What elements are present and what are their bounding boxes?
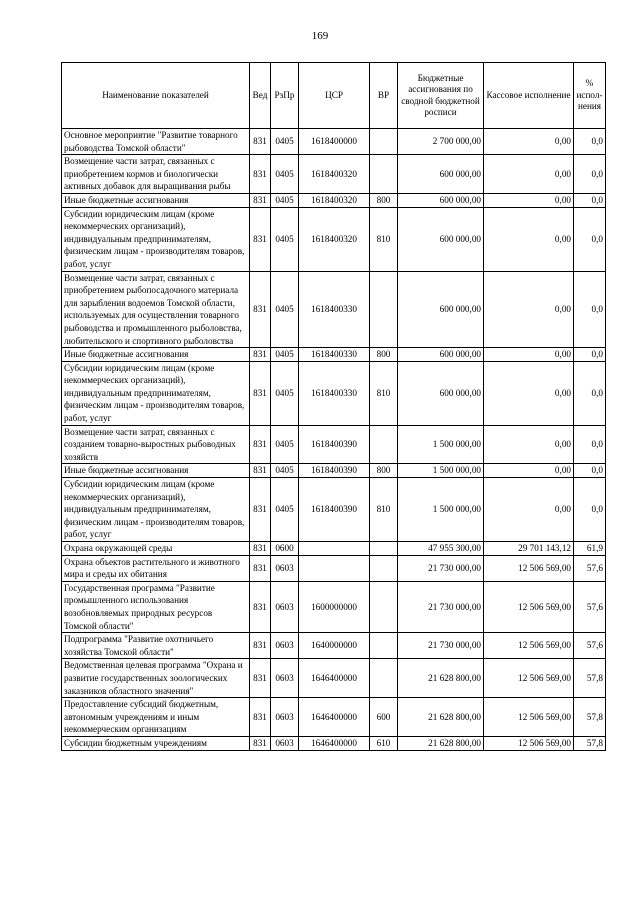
cell-csr: 1618400000 xyxy=(299,129,370,155)
cell-cash: 0,00 xyxy=(484,193,574,207)
cell-rzpr: 0603 xyxy=(271,736,299,750)
cell-vr: 810 xyxy=(370,361,398,425)
header-vr: ВР xyxy=(370,63,398,129)
cell-cash: 0,00 xyxy=(484,271,574,348)
cell-vr xyxy=(370,425,398,464)
cell-pct: 0,0 xyxy=(574,348,606,362)
cell-rzpr: 0405 xyxy=(271,271,299,348)
table-row xyxy=(62,736,606,750)
cell-csr: 1640000000 xyxy=(299,633,370,659)
cell-ved: 831 xyxy=(250,659,271,698)
cell-cash: 29 701 143,12 xyxy=(484,542,574,556)
cell-name: Иные бюджетные ассигнования xyxy=(62,348,250,362)
cell-rzpr: 0405 xyxy=(271,425,299,464)
cell-pct: 57,8 xyxy=(574,698,606,737)
cell-plan: 21 628 800,00 xyxy=(398,659,484,698)
cell-ved: 831 xyxy=(250,155,271,194)
header-cash: Кассовое исполнение xyxy=(484,63,574,129)
cell-cash: 0,00 xyxy=(484,478,574,542)
cell-ved: 831 xyxy=(250,348,271,362)
table-row xyxy=(62,633,606,659)
header-rzpr: РзПр xyxy=(271,63,299,129)
cell-plan: 600 000,00 xyxy=(398,361,484,425)
cell-vr xyxy=(370,129,398,155)
cell-csr: 1618400330 xyxy=(299,271,370,348)
cell-rzpr: 0603 xyxy=(271,659,299,698)
cell-ved: 831 xyxy=(250,193,271,207)
cell-ved: 831 xyxy=(250,581,271,632)
cell-csr: 1618400390 xyxy=(299,425,370,464)
page-number: 169 xyxy=(311,30,329,42)
cell-name: Государственная программа "Развитие промышленного использования возобновляемых природных ресурсов Томской области" xyxy=(62,581,250,632)
cell-ved: 831 xyxy=(250,129,271,155)
cell-ved: 831 xyxy=(250,478,271,542)
cell-pct: 0,0 xyxy=(574,361,606,425)
cell-plan: 600 000,00 xyxy=(398,271,484,348)
cell-pct: 57,6 xyxy=(574,555,606,581)
cell-plan: 21 730 000,00 xyxy=(398,581,484,632)
cell-plan: 1 500 000,00 xyxy=(398,425,484,464)
cell-csr: 1618400320 xyxy=(299,155,370,194)
cell-vr: 800 xyxy=(370,193,398,207)
cell-name: Охрана окружающей среды xyxy=(62,542,250,556)
cell-csr xyxy=(299,542,370,556)
header-csr: ЦСР xyxy=(299,63,370,129)
cell-cash: 12 506 569,00 xyxy=(484,736,574,750)
cell-name: Возмещение части затрат, связанных с созданием товарно-выростных рыбоводных хозяйств xyxy=(62,425,250,464)
cell-pct: 0,0 xyxy=(574,207,606,271)
cell-name: Иные бюджетные ассигнования xyxy=(62,464,250,478)
table-row xyxy=(62,348,606,362)
cell-ved: 831 xyxy=(250,361,271,425)
cell-vr: 610 xyxy=(370,736,398,750)
cell-plan: 1 500 000,00 xyxy=(398,478,484,542)
table-row xyxy=(62,581,606,632)
cell-rzpr: 0405 xyxy=(271,193,299,207)
cell-ved: 831 xyxy=(250,555,271,581)
cell-ved: 831 xyxy=(250,207,271,271)
budget-table xyxy=(61,62,606,751)
cell-cash: 12 506 569,00 xyxy=(484,659,574,698)
cell-name: Субсидии юридическим лицам (кроме некоммерческих организаций), индивидуальным предпринимателям, физическим лицам - производителям товаров, работ, услуг xyxy=(62,361,250,425)
cell-rzpr: 0405 xyxy=(271,155,299,194)
table-header-row xyxy=(62,63,606,129)
cell-rzpr: 0603 xyxy=(271,555,299,581)
cell-rzpr: 0603 xyxy=(271,698,299,737)
cell-vr xyxy=(370,555,398,581)
table-row xyxy=(62,555,606,581)
cell-cash: 0,00 xyxy=(484,425,574,464)
cell-ved: 831 xyxy=(250,542,271,556)
table-row xyxy=(62,464,606,478)
cell-rzpr: 0405 xyxy=(271,478,299,542)
cell-plan: 600 000,00 xyxy=(398,207,484,271)
cell-csr: 1646400000 xyxy=(299,698,370,737)
cell-pct: 0,0 xyxy=(574,129,606,155)
table-row xyxy=(62,542,606,556)
table-row xyxy=(62,271,606,348)
cell-rzpr: 0405 xyxy=(271,129,299,155)
cell-name: Субсидии бюджетным учреждениям xyxy=(62,736,250,750)
header-name: Наименование показателей xyxy=(62,63,250,129)
cell-name: Субсидии юридическим лицам (кроме некоммерческих организаций), индивидуальным предпринимателям, физическим лицам - производителям товаров, работ, услуг xyxy=(62,207,250,271)
cell-plan: 600 000,00 xyxy=(398,155,484,194)
cell-ved: 831 xyxy=(250,698,271,737)
cell-ved: 831 xyxy=(250,271,271,348)
cell-cash: 0,00 xyxy=(484,207,574,271)
cell-name: Подпрограмма "Развитие охотничьего хозяйства Томской области" xyxy=(62,633,250,659)
table-body xyxy=(62,129,606,751)
cell-ved: 831 xyxy=(250,425,271,464)
cell-cash: 0,00 xyxy=(484,129,574,155)
cell-cash: 12 506 569,00 xyxy=(484,633,574,659)
cell-rzpr: 0603 xyxy=(271,633,299,659)
cell-csr: 1646400000 xyxy=(299,659,370,698)
cell-rzpr: 0405 xyxy=(271,348,299,362)
cell-name: Ведомственная целевая программа "Охрана и развитие государственных зоологических заказников областного значения" xyxy=(62,659,250,698)
cell-vr: 800 xyxy=(370,348,398,362)
cell-name: Охрана объектов растительного и животного мира и среды их обитания xyxy=(62,555,250,581)
cell-cash: 12 506 569,00 xyxy=(484,555,574,581)
cell-pct: 57,8 xyxy=(574,659,606,698)
cell-pct: 57,6 xyxy=(574,633,606,659)
cell-vr xyxy=(370,542,398,556)
cell-vr: 600 xyxy=(370,698,398,737)
cell-vr xyxy=(370,581,398,632)
table-row xyxy=(62,659,606,698)
cell-rzpr: 0405 xyxy=(271,464,299,478)
cell-pct: 0,0 xyxy=(574,271,606,348)
cell-rzpr: 0600 xyxy=(271,542,299,556)
cell-pct: 57,6 xyxy=(574,581,606,632)
cell-vr xyxy=(370,633,398,659)
cell-ved: 831 xyxy=(250,736,271,750)
cell-csr: 1618400330 xyxy=(299,361,370,425)
cell-vr: 810 xyxy=(370,478,398,542)
cell-name: Предоставление субсидий бюджетным, автономным учреждениям и иным некоммерческим организациям xyxy=(62,698,250,737)
cell-name: Основное мероприятие "Развитие товарного рыбоводства Томской области" xyxy=(62,129,250,155)
cell-csr: 1618400320 xyxy=(299,193,370,207)
cell-csr: 1618400390 xyxy=(299,464,370,478)
header-ved: Вед xyxy=(250,63,271,129)
cell-vr: 800 xyxy=(370,464,398,478)
cell-plan: 21 628 800,00 xyxy=(398,698,484,737)
table-row xyxy=(62,478,606,542)
cell-ved: 831 xyxy=(250,464,271,478)
cell-cash: 0,00 xyxy=(484,361,574,425)
cell-plan: 21 730 000,00 xyxy=(398,633,484,659)
cell-rzpr: 0405 xyxy=(271,361,299,425)
cell-rzpr: 0405 xyxy=(271,207,299,271)
cell-csr xyxy=(299,555,370,581)
cell-pct: 61,9 xyxy=(574,542,606,556)
cell-plan: 600 000,00 xyxy=(398,193,484,207)
cell-cash: 0,00 xyxy=(484,348,574,362)
cell-vr xyxy=(370,659,398,698)
cell-cash: 12 506 569,00 xyxy=(484,581,574,632)
header-pct: % испол-нения xyxy=(574,63,606,129)
table-row xyxy=(62,698,606,737)
cell-pct: 0,0 xyxy=(574,425,606,464)
cell-cash: 0,00 xyxy=(484,155,574,194)
cell-cash: 0,00 xyxy=(484,464,574,478)
cell-pct: 0,0 xyxy=(574,155,606,194)
cell-pct: 0,0 xyxy=(574,464,606,478)
cell-pct: 0,0 xyxy=(574,478,606,542)
cell-plan: 2 700 000,00 xyxy=(398,129,484,155)
table-row xyxy=(62,425,606,464)
cell-vr xyxy=(370,271,398,348)
table-row xyxy=(62,155,606,194)
cell-name: Возмещение части затрат, связанных с приобретением кормов и биологически активных добавок для выращивания рыбы xyxy=(62,155,250,194)
cell-csr: 1646400000 xyxy=(299,736,370,750)
cell-plan: 1 500 000,00 xyxy=(398,464,484,478)
table-row xyxy=(62,361,606,425)
cell-cash: 12 506 569,00 xyxy=(484,698,574,737)
cell-plan: 600 000,00 xyxy=(398,348,484,362)
cell-name: Возмещение части затрат, связанных с приобретением рыбопосадочного материала для зарыбления водоемов Томской области, используемых для осуществления товарного рыбоводства и промышленного рыболовства, любительского и спортивного рыболовства xyxy=(62,271,250,348)
cell-plan: 47 955 300,00 xyxy=(398,542,484,556)
cell-vr xyxy=(370,155,398,194)
cell-pct: 57,8 xyxy=(574,736,606,750)
cell-csr: 1618400320 xyxy=(299,207,370,271)
header-plan: Бюджетные ассигнования по сводной бюджетной росписи xyxy=(398,63,484,129)
cell-csr: 1600000000 xyxy=(299,581,370,632)
table-row xyxy=(62,207,606,271)
cell-name: Иные бюджетные ассигнования xyxy=(62,193,250,207)
table-row xyxy=(62,193,606,207)
cell-plan: 21 628 800,00 xyxy=(398,736,484,750)
cell-csr: 1618400390 xyxy=(299,478,370,542)
cell-ved: 831 xyxy=(250,633,271,659)
table-row xyxy=(62,129,606,155)
cell-pct: 0,0 xyxy=(574,193,606,207)
cell-name: Субсидии юридическим лицам (кроме некоммерческих организаций), индивидуальным предпринимателям, физическим лицам - производителям товаров, работ, услуг xyxy=(62,478,250,542)
cell-csr: 1618400330 xyxy=(299,348,370,362)
cell-vr: 810 xyxy=(370,207,398,271)
cell-plan: 21 730 000,00 xyxy=(398,555,484,581)
cell-rzpr: 0603 xyxy=(271,581,299,632)
